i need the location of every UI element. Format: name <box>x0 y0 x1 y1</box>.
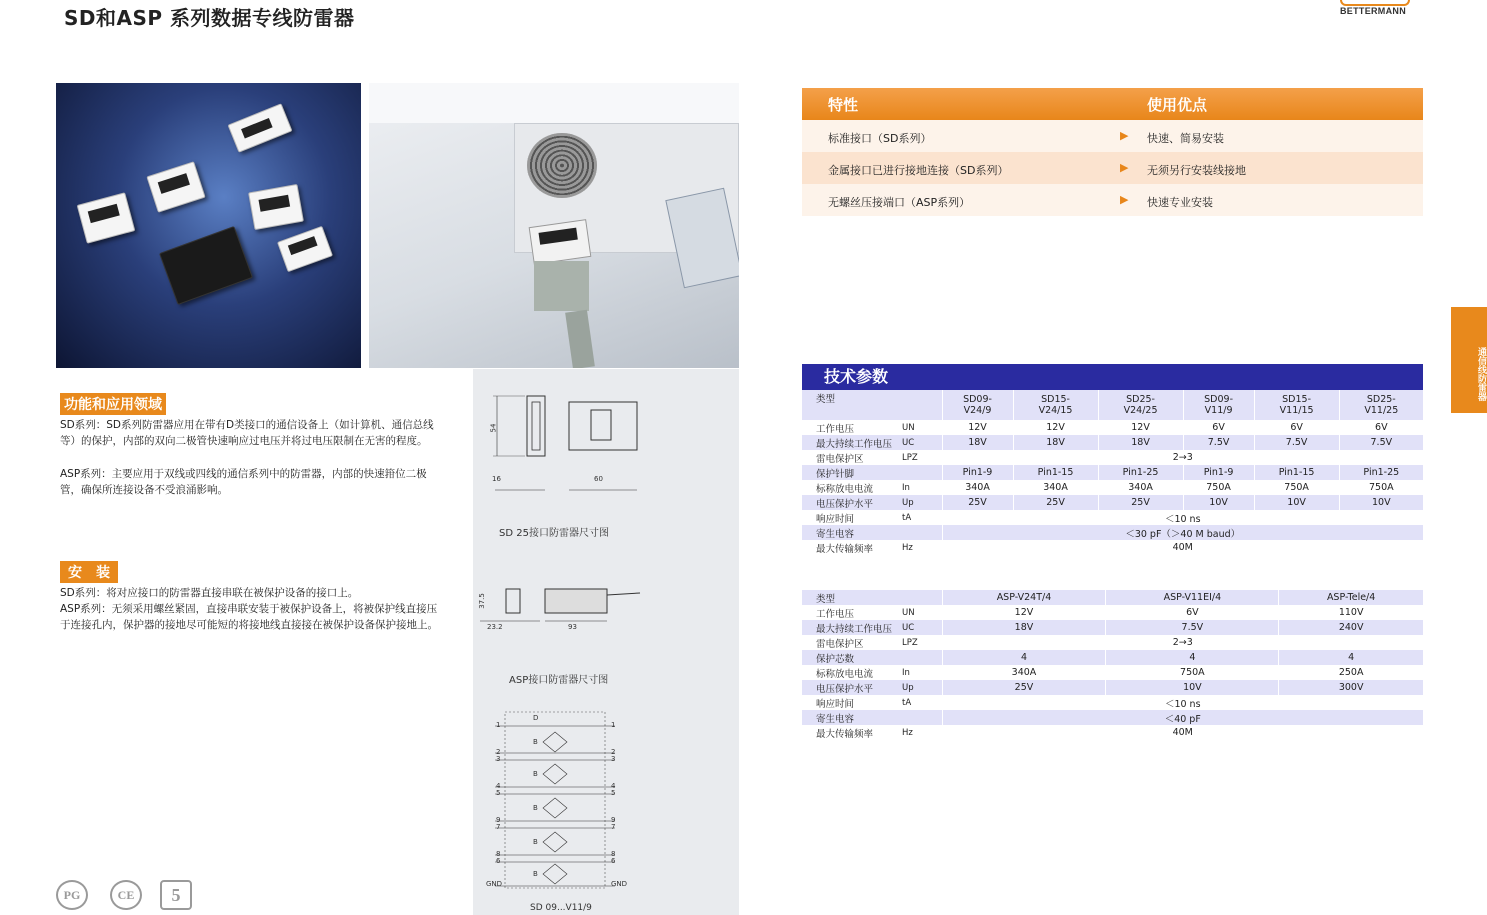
row-label: 寄生电容 <box>802 525 902 540</box>
row-symbol: In <box>902 480 942 495</box>
function-paragraph-asp: ASP系列：主要应用于双线或四线的通信系列中的防雷器，内部的快速箝位二极管，确保所连接设备不受浪涌影响。 <box>60 468 427 496</box>
device-image <box>159 226 253 305</box>
spec-value: 6V <box>1254 420 1339 435</box>
spec-value: 340A <box>942 480 1013 495</box>
spec-value: 12V <box>1098 420 1183 435</box>
product-photo-installed <box>369 83 739 368</box>
spec-value: Pin1-9 <box>942 465 1013 480</box>
spec-row <box>802 635 1423 650</box>
row-symbol <box>902 465 942 480</box>
spec-value: 2→3 <box>942 450 1423 465</box>
asp-dim-width-label: 23.2 <box>487 623 503 631</box>
spec-value: 18V <box>942 435 1013 450</box>
spec-value: 7.5V <box>1106 620 1279 635</box>
spec-value: 25V <box>1013 495 1098 510</box>
circuit-pin-left: 7 <box>496 823 501 831</box>
circuit-pin-right: 8 <box>611 850 616 858</box>
type-cell: SD09- V11/9 <box>1183 390 1254 420</box>
spec-value: 340A <box>942 665 1106 680</box>
row-label: 响应时间 <box>802 695 902 710</box>
spec-value: 7.5V <box>1254 435 1339 450</box>
circuit-pin-left: 6 <box>496 857 501 865</box>
row-label: 保护针脚 <box>802 465 902 480</box>
device-image <box>77 192 136 244</box>
benefit-text: 快速专业安装 <box>1147 196 1213 209</box>
spec-row <box>802 680 1423 695</box>
row-symbol: Hz <box>902 725 942 740</box>
spec-value: 18V <box>1098 435 1183 450</box>
spec-row <box>802 420 1423 435</box>
circuit-pin-left: 2 <box>496 748 501 756</box>
row-label: 最大持续工作电压 <box>802 435 902 450</box>
row-symbol <box>902 710 942 725</box>
cable-connector <box>534 261 589 311</box>
circuit-pin-left: 4 <box>496 782 501 790</box>
cable <box>565 310 595 368</box>
device-image <box>277 226 333 272</box>
features-header <box>802 88 1423 120</box>
spec-row <box>802 695 1423 710</box>
features-col-title: 特性 <box>828 96 859 114</box>
circuit-pin-right: 9 <box>611 816 616 824</box>
sd25-dimension-drawing <box>485 388 645 498</box>
row-symbol <box>902 650 942 665</box>
circuit-label: B <box>533 870 538 878</box>
circuit-pin-right: 6 <box>611 857 616 865</box>
five-year-cert-icon: 5 <box>160 880 192 910</box>
circuit-pin-right: 7 <box>611 823 616 831</box>
type-cell: ASP-Tele/4 <box>1279 590 1423 605</box>
row-symbol: tA <box>902 510 942 525</box>
type-cell: SD25- V24/25 <box>1098 390 1183 420</box>
spec-value: Pin1-25 <box>1339 465 1423 480</box>
spec-value: Pin1-15 <box>1013 465 1098 480</box>
row-label: 标称放电电流 <box>802 480 902 495</box>
circuit-pin-left: 5 <box>496 789 501 797</box>
circuit-label: B <box>533 738 538 746</box>
row-label: 最大传输频率 <box>802 540 902 555</box>
row-symbol: Hz <box>902 540 942 555</box>
row-label: 类型 <box>802 390 902 420</box>
dim-length-label: 60 <box>594 475 603 483</box>
spec-value: 340A <box>1013 480 1098 495</box>
install-paragraph-sd: SD系列：将对应接口的防雷器直接串联在被保护设备的接口上。 <box>60 587 359 599</box>
circuit-gnd-right: GND <box>611 880 628 888</box>
circuit-label: B <box>533 804 538 812</box>
spec-value: 40M <box>942 540 1423 555</box>
spec-value: ＜30 pF（＞40 M baud） <box>942 525 1423 540</box>
device-image <box>248 184 304 230</box>
spec-value: 10V <box>1254 495 1339 510</box>
row-label: 雷电保护区 <box>802 450 902 465</box>
circuit-pin-left: 8 <box>496 850 501 858</box>
spec-value: 40M <box>942 725 1423 740</box>
spec-value: 10V <box>1183 495 1254 510</box>
row-symbol: UC <box>902 435 942 450</box>
product-photo-devices <box>56 83 361 368</box>
type-row <box>802 590 1423 605</box>
spec-value: 4 <box>942 650 1106 665</box>
spec-row <box>802 450 1423 465</box>
type-cell: SD25- V11/25 <box>1339 390 1423 420</box>
circuit-pin-left: 9 <box>496 816 501 824</box>
spec-row <box>802 525 1423 540</box>
row-label: 雷电保护区 <box>802 635 902 650</box>
type-row <box>802 390 1423 420</box>
spec-value: ＜40 pF <box>942 710 1423 725</box>
row-label: 标称放电电流 <box>802 665 902 680</box>
row-label: 工作电压 <box>802 605 902 620</box>
spec-value: Pin1-25 <box>1098 465 1183 480</box>
row-symbol: Up <box>902 680 942 695</box>
spec-value: 300V <box>1279 680 1423 695</box>
spec-row <box>802 710 1423 725</box>
row-symbol: tA <box>902 695 942 710</box>
function-paragraph-sd: SD系列：SD系列防雷器应用在带有D类接口的通信设备上（如计算机、通信总线等）的保护，内部的双向二极管快速响应过电压并将过电压限制在无害的程度。 <box>60 419 434 447</box>
asp-dim-height-label: 37.5 <box>477 593 486 609</box>
spec-row <box>802 480 1423 495</box>
asp-dimension-drawing <box>477 585 645 635</box>
spec-value: ＜10 ns <box>942 695 1423 710</box>
spec-value: 12V <box>1013 420 1098 435</box>
spec-value: 10V <box>1339 495 1423 510</box>
spec-value: 340A <box>1098 480 1183 495</box>
row-label: 响应时间 <box>802 510 902 525</box>
spec-value: 7.5V <box>1339 435 1423 450</box>
row-symbol: UN <box>902 420 942 435</box>
section-tag-function: 功能和应用领域 <box>60 393 166 415</box>
arrow-icon: ▶ <box>1120 129 1129 142</box>
feature-row <box>802 184 1423 216</box>
spec-row <box>802 605 1423 620</box>
asp-drawing-caption: ASP接口防雷器尺寸图 <box>509 675 609 686</box>
page-title: SD和ASP 系列数据专线防雷器 <box>64 6 355 30</box>
circuit-pin-right: 1 <box>611 721 616 729</box>
spec-value: 25V <box>1098 495 1183 510</box>
side-category-tab[interactable]: 通信线防雷器 <box>1451 307 1487 413</box>
row-label: 最大传输频率 <box>802 725 902 740</box>
circuit-pin-right: 5 <box>611 789 616 797</box>
spec-row <box>802 510 1423 525</box>
spec-value: 18V <box>942 620 1106 635</box>
spec-row <box>802 465 1423 480</box>
row-label: 类型 <box>802 590 902 605</box>
spec-value: 12V <box>942 605 1106 620</box>
features-table <box>802 88 1423 216</box>
asp-dim-length-label: 93 <box>568 623 577 631</box>
feature-row <box>802 120 1423 152</box>
spec-row <box>802 435 1423 450</box>
dim-width-label: 16 <box>492 475 501 483</box>
arrow-icon: ▶ <box>1120 193 1129 206</box>
row-label: 电压保护水平 <box>802 495 902 510</box>
spec-value: 240V <box>1279 620 1423 635</box>
ce-cert-icon: CE <box>110 880 142 910</box>
circuit-diagram <box>485 708 635 898</box>
row-symbol: LPZ <box>902 450 942 465</box>
spec-value: 6V <box>1183 420 1254 435</box>
device-image <box>227 103 292 153</box>
feature-text: 无螺丝压接端口（ASP系列） <box>828 196 971 209</box>
row-symbol: UC <box>902 620 942 635</box>
row-label: 电压保护水平 <box>802 680 902 695</box>
spec-row <box>802 725 1423 740</box>
installed-protector <box>529 219 592 265</box>
type-cell: SD09- V24/9 <box>942 390 1013 420</box>
circuit-label: B <box>533 838 538 846</box>
pg-cert-icon: PG <box>56 880 88 910</box>
spec-value: 2→3 <box>942 635 1423 650</box>
fan-grill <box>527 133 597 198</box>
circuit-pin-right: 2 <box>611 748 616 756</box>
spec-value: 750A <box>1183 480 1254 495</box>
spec-value: 10V <box>1106 680 1279 695</box>
sd-spec-table <box>802 390 1423 555</box>
feature-text: 标准接口（SD系列） <box>828 132 932 145</box>
spec-value: 750A <box>1339 480 1423 495</box>
spec-value: ＜10 ns <box>942 510 1423 525</box>
spec-value: 25V <box>942 680 1106 695</box>
circuit-label: B <box>533 770 538 778</box>
circuit-pin-right: 3 <box>611 755 616 763</box>
spec-value: 750A <box>1254 480 1339 495</box>
spec-row <box>802 665 1423 680</box>
circuit-pin-right: 4 <box>611 782 616 790</box>
circuit-pin-left: 1 <box>496 721 501 729</box>
spec-value: 18V <box>1013 435 1098 450</box>
spec-value: 6V <box>1339 420 1423 435</box>
circuit-gnd-left: GND <box>486 880 503 888</box>
benefit-text: 无须另行安装线接地 <box>1147 164 1246 177</box>
computer-top <box>369 83 739 123</box>
circuit-pin-left: 3 <box>496 755 501 763</box>
row-label: 最大持续工作电压 <box>802 620 902 635</box>
spec-value: 25V <box>942 495 1013 510</box>
spec-value: 7.5V <box>1183 435 1254 450</box>
arrow-icon: ▶ <box>1120 161 1129 174</box>
spec-value: Pin1-9 <box>1183 465 1254 480</box>
type-cell: SD15- V24/15 <box>1013 390 1098 420</box>
sd25-drawing-caption: SD 25接口防雷器尺寸图 <box>499 528 609 539</box>
row-label: 工作电压 <box>802 420 902 435</box>
feature-row <box>802 152 1423 184</box>
row-label: 寄生电容 <box>802 710 902 725</box>
device-image <box>146 161 205 213</box>
row-symbol: In <box>902 665 942 680</box>
type-cell: ASP-V24T/4 <box>942 590 1106 605</box>
type-cell: SD15- V11/15 <box>1254 390 1339 420</box>
spec-row <box>802 495 1423 510</box>
spec-row <box>802 620 1423 635</box>
circuit-label: D <box>533 714 539 722</box>
spec-value: 4 <box>1106 650 1279 665</box>
spec-value: Pin1-15 <box>1254 465 1339 480</box>
row-label: 保护芯数 <box>802 650 902 665</box>
benefit-text: 快速、简易安装 <box>1147 132 1224 145</box>
row-symbol: Up <box>902 495 942 510</box>
tech-params-title: 技术参数 <box>802 364 1423 390</box>
row-symbol <box>902 525 942 540</box>
spec-value: 4 <box>1279 650 1423 665</box>
circuit-caption: SD 09...V11/9 <box>530 903 592 913</box>
brand-logo <box>1336 0 1416 18</box>
spec-row <box>802 540 1423 555</box>
spec-value: 250A <box>1279 665 1423 680</box>
feature-text: 金属接口已进行接地连接（SD系列） <box>828 164 1009 177</box>
spec-row <box>802 650 1423 665</box>
type-cell: ASP-V11EI/4 <box>1106 590 1279 605</box>
install-paragraph-asp: ASP系列：无须采用螺丝紧固，直接串联安装于被保护设备上，将被保护线直接压于连接孔内，保护器的接地尽可能短的将接地线直接接在被保护设备保护接地上。 <box>60 603 438 631</box>
spec-value: 6V <box>1106 605 1279 620</box>
row-symbol: UN <box>902 605 942 620</box>
dim-height-label: 54 <box>489 423 498 433</box>
spec-value: 750A <box>1106 665 1279 680</box>
spec-value: 12V <box>942 420 1013 435</box>
row-symbol: LPZ <box>902 635 942 650</box>
section-tag-install: 安 装 <box>60 561 118 583</box>
benefits-col-title: 使用优点 <box>1147 96 1208 114</box>
logo-text: BETTERMANN <box>1340 6 1406 16</box>
asp-spec-table <box>802 590 1423 740</box>
spec-value: 110V <box>1279 605 1423 620</box>
